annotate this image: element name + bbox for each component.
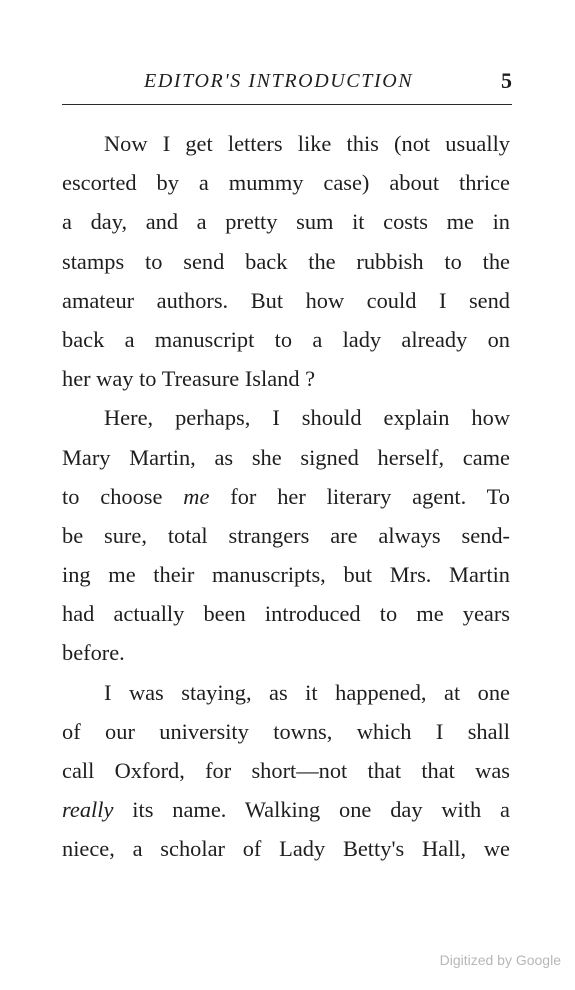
emphasis-text: me: [183, 483, 210, 509]
text-line: a day, and a pretty sum it costs me in: [62, 209, 510, 235]
text-line: niece, a scholar of Lady Betty's Hall, we: [62, 836, 510, 862]
body-text: [62, 124, 510, 869]
text-line: of our university towns, which I shall: [62, 718, 510, 744]
text-line: amateur authors. But how could I send: [62, 287, 510, 313]
text-line: I was staying, as it happened, at one: [104, 679, 510, 705]
text-line: ing me their manuscripts, but Mrs. Martin: [62, 562, 510, 588]
running-head: [62, 66, 514, 100]
text-line: before.: [62, 640, 125, 666]
digitization-watermark: Digitized by Google: [439, 952, 561, 968]
text-line: Here, perhaps, I should explain how: [104, 405, 510, 431]
text-line: Mary Martin, as she signed herself, came: [62, 444, 510, 470]
text-line: call Oxford, for short—not that that was: [62, 758, 510, 783]
text-line: had actually been introduced to me years: [62, 601, 510, 627]
text-line: Now I get letters like this (not usually: [104, 131, 510, 156]
text-line: her way to Treasure Island ?: [62, 366, 316, 392]
page-number: 5: [501, 68, 512, 93]
emphasis-text: really: [62, 797, 114, 823]
text-segment: for her literary agent. To: [209, 483, 510, 509]
text-line: back a manuscript to a lady already on: [62, 326, 510, 352]
header-rule: [62, 104, 512, 105]
text-segment: to choose: [62, 483, 184, 509]
text-line: be sure, total strangers are always send-: [62, 522, 510, 548]
text-line: [62, 790, 510, 829]
text-line: [62, 477, 510, 516]
text-line: escorted by a mummy case) about thrice: [62, 170, 510, 196]
running-title: EDITOR'S INTRODUCTION: [144, 70, 414, 92]
text-line: stamps to send back the rubbish to the: [62, 248, 510, 274]
text-segment: its name. Walking one day with a: [113, 797, 510, 823]
